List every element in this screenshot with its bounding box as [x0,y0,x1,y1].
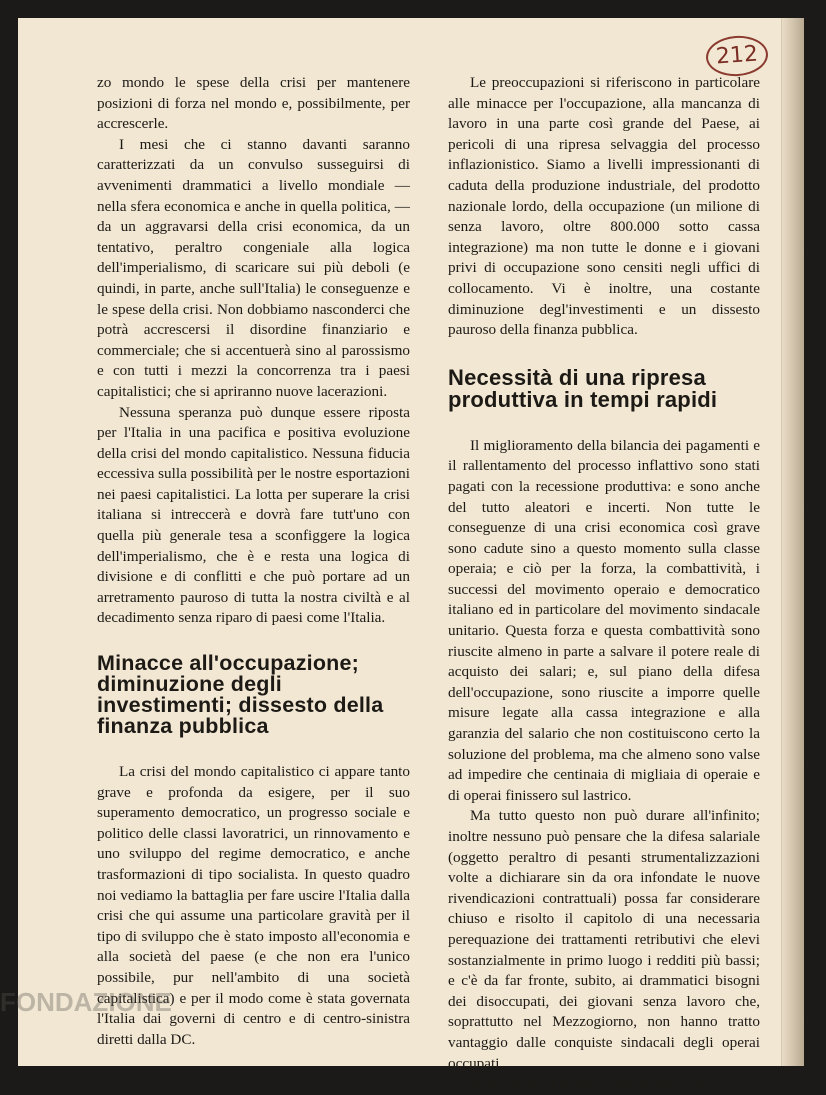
document-page [18,18,804,1093]
paragraph: Il miglioramento della bilancia dei pagamenti e il rallentamento del processo inflattivo sono stati pagati con la recessione produttiva: e sono anche del tutto aleatori e incerti. Non tutte le conseguenze di una crisi economica così grave sono cadute sino a questo momento sulla classe operaia; e ciò per la forza, la combattività, i successi del movimento operaio e democratico italiano ed in particolare del movimento sindacale unitario. Questa forza e questa combattività sono riuscite almeno in parte a salvare il potere reale di acquisto dei salari; e, sul piano della difesa dell'occupazione, sono riuscite a imporre quelle misure legate alla cassa integrazione e alla garanzia del salario che non costituiscono certo la soluzione del problema, ma che almeno sono valse ad impedire che centinaia di migliaia di operaie e di operai finissero sul lastrico. [448,436,760,804]
paragraph: zo mondo le spese della crisi per mantenere posizioni di forza nel mondo e, possibilmente, per accrescerle. [97,74,410,133]
watermark-logo: FONDAZIONE [0,987,172,1017]
paragraph: Ma tutto questo non può durare all'infinito; inoltre nessuno può pensare che la difesa salariale (oggetto peraltro di pesanti strumentalizzazioni volte a dichiarare sin da ora infondate le nuove rivendicazioni contrattuali) possa far considerare chiuso e risolto il capitolo di una necessaria perequazione dei trattamenti retributivi che elevi sostanzialmente in primo luogo i redditi più bassi; e c'è da far fronte, subito, ai drammatici bisogni dei disoccupati, dei giovani senza lavoro che, soprattutto nel Mezzogiorno, non hanno tratto vantaggio dalle conquiste sindacali degli operai occupati. [448,807,760,1072]
right-column [448,73,760,1095]
paragraph: Non si può far fronte a queste necessità sen- [470,1075,740,1093]
section-heading: Necessità di una ripresa produttiva in tempi rapidi [448,364,718,412]
paragraph: Le preoccupazioni si riferiscono in particolare alle minacce per l'occupazione, alla mancanza di lavoro in una parte così grande del Paese, ai pericoli di una ripresa selvaggia del processo inflazionistico. Siamo a livelli impressionanti di caduta della produzione industriale, del prodotto nazionale lordo, della occupazione (un milione di senza lavoro, oltre 800.000 sotto cassa integrazione) ma non tutte le donne e i giovani privi di occupazione sono censiti negli uffici di collocamento. Vi è inoltre, una costante diminuzione degl'investimenti e un dissesto pauroso della finanza pubblica. [448,74,760,339]
handwritten-page-number: 212 [705,34,770,78]
left-column [97,73,410,1050]
binding-edge [781,18,804,1066]
section-heading: Minacce all'occupazione; diminuzione degli investimenti; dissesto della finanza pubblica [97,651,384,739]
paragraph: I mesi che ci stanno davanti saranno caratterizzati da un convulso susseguirsi di avvenimenti drammatici a livello mondiale — nella sfera economica e anche in quella politica, — da un aggravarsi della crisi economica, da un tentativo, peraltro congeniale alla logica dell'imperialismo, di scaricare sui più deboli (e quindi, in parte, anche sull'Italia) le conseguenze e le spese della crisi. Non dobbiamo nasconderci che potrà accrescersi il disordine finanziario e commerciale; che si accentuerà sino al parossismo e con tutti i mezzi la concorrenza tra i paesi capitalistici; che si apriranno nuove lacerazioni. [97,135,410,400]
paragraph: La crisi del mondo capitalistico ci appare tanto grave e profonda da esigere, per il suo superamento democratico, un progresso sociale e politico delle classi lavoratrici, un rinnovamento e uno sviluppo del regime democratico, e anche trasformazioni di tipo socialista. In questo quadro noi vediamo la battaglia per fare uscire l'Italia dalla crisi che qui assume una particolare gravità per il tipo di sviluppo che è stato imposto all'economia e alla società del paese (e che non era l'unico possibile, pur nell'ambito di una società capitalistica) e per il modo come è stata governata l'Italia dai governi di centro e di centro-sinistra diretti dalla DC. [97,763,410,1048]
paragraph: Nessuna speranza può dunque essere riposta per l'Italia in una pacifica e positiva evoluzione della crisi del mondo capitalistico. Nessuna fiducia eccessiva sulla possibilità per le nostre esportazioni nei paesi capitalistici. La lotta per superare la crisi italiana si intreccerà e dovrà fare tutt'uno con quella più generale tesa a sconfiggere la logica dell'imperialismo, che è e resta una logica di divisione e di conflitti e che può portare ad un arretramento pauroso di tutta la nostra civiltà e al decadimento senza riparo di paesi come l'Italia. [97,403,410,627]
